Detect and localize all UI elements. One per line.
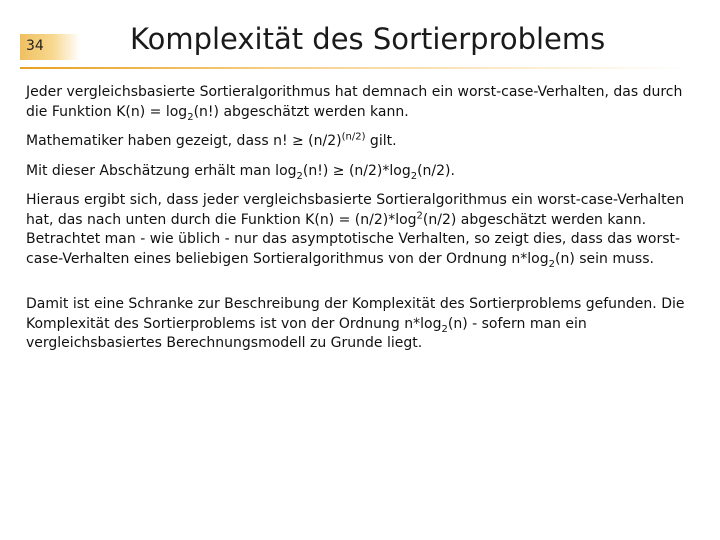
slide-body [26,83,694,364]
paragraph-hieraus: Hieraus ergibt sich, dass jeder vergleichsbasierte Sortieralgorithmus ein worst-case-Verhalten hat, das nach unten durch die Funktion $K(n) = (n/2)*\log^2(n/2)$ abgeschätzt werden kann. Betrachtet man - wie üblich - nur das asymptotische Verhalten, so zeigt dies, dass das worst-case-Verhalten eines beliebigen Sortieralgorithmus von der Ordnung $n*\log_2(n)$ sein muss. [26,192,685,270]
title-divider [20,67,690,69]
slide-title: Komplexität des Sortierproblems [130,22,606,56]
slide-number: 34 [26,38,44,54]
paragraph-abschaetzung: Mit dieser Abschätzung erhält man $\log_2(n!) \ge (n/2)*\log_2(n/2)$. [26,162,455,182]
slide-number-badge [20,34,80,60]
paragraph-mathematiker: Mathematiker haben gezeigt, dass n! ≥ $(n/2)^{(n/2)}$ gilt. [26,131,397,149]
paragraph-worst-case: Jeder vergleichsbasierte Sortieralgorithmus hat demnach ein worst-case-Verhalten, das durch die Funktion $K(n) = \log_2(n!)$ abgeschätzt werden kann. [26,84,683,123]
paragraph-schranke: Damit ist eine Schranke zur Beschreibung der Komplexität des Sortierproblems gefunden. Die Komplexität des Sortierproblems ist von der Ordnung $n*\log_2(n)$ - sofern man ein vergleichsbasiertes Berechnungsmodell zu Grunde liegt. [26,296,685,351]
